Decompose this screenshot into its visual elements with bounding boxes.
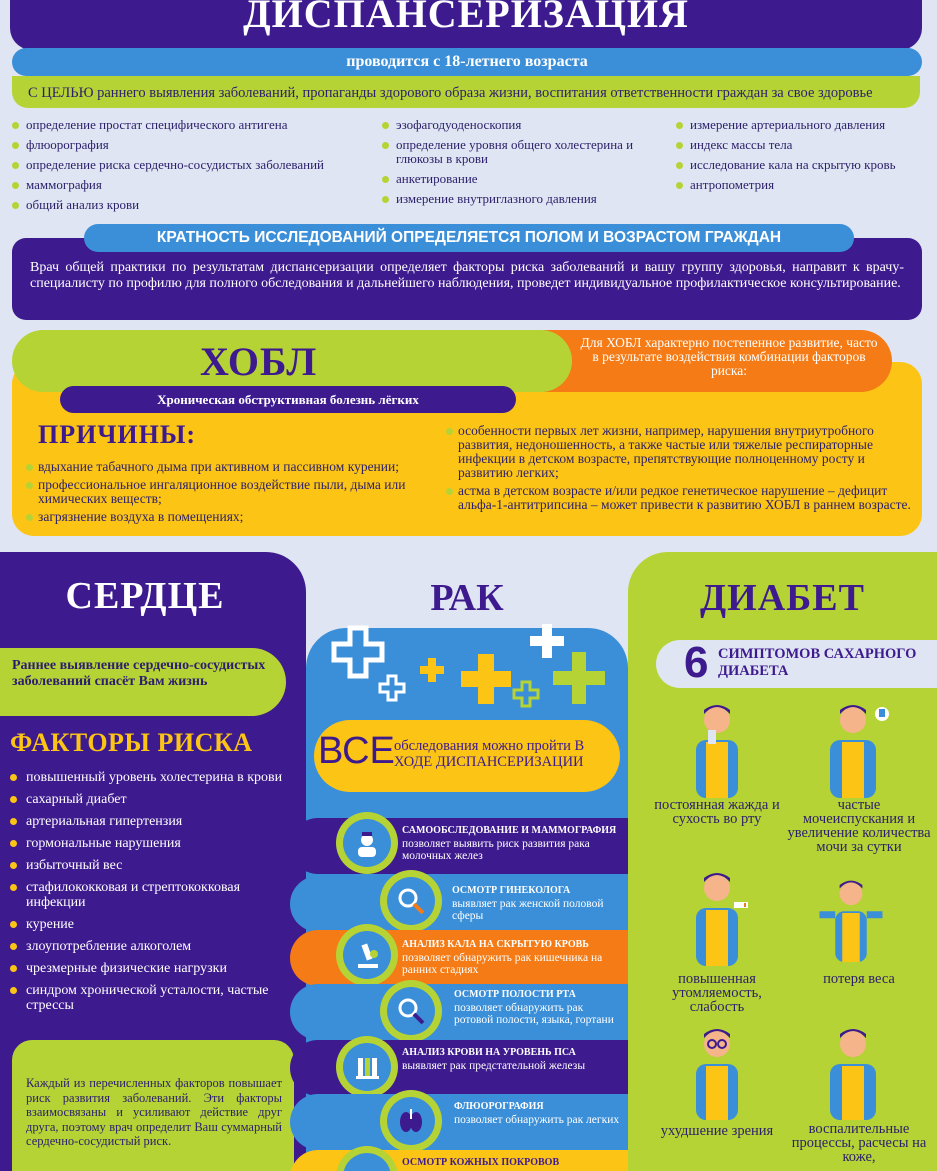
risk-item: гормональные нарушения bbox=[10, 836, 296, 851]
exam-item: флюорография bbox=[12, 138, 372, 152]
nurse-icon bbox=[352, 828, 382, 858]
exam-item: измерение внутриглазного давления bbox=[382, 192, 672, 206]
symptom-label: воспалительные процессы, расчесы на коже, bbox=[791, 1121, 927, 1165]
symptom-label: повышенная утомляемость, слабость bbox=[672, 971, 762, 1015]
magnifier-icon bbox=[396, 886, 426, 916]
cancer-row-desc: позволяет обнаружить рак легких bbox=[454, 1113, 620, 1126]
exam-item: эзофагодуоденоскопия bbox=[382, 118, 672, 132]
test-tubes-icon bbox=[352, 1052, 382, 1082]
risk-item: синдром хронической усталости, частые стрессы bbox=[10, 983, 296, 1013]
risk-item: артериальная гипертензия bbox=[10, 814, 296, 829]
cancer-row-icon bbox=[336, 924, 398, 986]
risk-item: злоупотребление алкоголем bbox=[10, 939, 296, 954]
tired-person-icon bbox=[682, 868, 752, 968]
cancer-row-icon bbox=[336, 812, 398, 874]
exam-item: общий анализ крови bbox=[12, 198, 372, 212]
plus-icon bbox=[553, 652, 605, 704]
symptom-label: постоянная жажда и сухость во рту bbox=[654, 797, 780, 827]
cause-item: вдыхание табачного дыма при активном и пассивном курении; bbox=[26, 460, 426, 474]
page-title bbox=[10, 0, 922, 50]
risk-factors-list bbox=[10, 770, 296, 1020]
cancer-row-text bbox=[454, 988, 624, 1027]
cancer-row-head: ОСМОТР ГИНЕКОЛОГА bbox=[452, 885, 571, 896]
cancer-row-text bbox=[402, 1156, 624, 1170]
cause-item: загрязнение воздуха в помещениях; bbox=[26, 510, 426, 524]
cancer-row-icon bbox=[380, 870, 442, 932]
plus-icon bbox=[461, 654, 511, 704]
age-note: проводится с 18-летнего возраста bbox=[346, 53, 588, 70]
goal-text: С ЦЕЛЬЮ раннего выявления заболеваний, пропаганды здорового образа жизни, воспитания ответственности граждан за свое здоровье bbox=[28, 85, 873, 101]
all-exams-text: обследования можно пройти В ХОДЕ ДИСПАНСЕРИЗАЦИИ bbox=[394, 738, 585, 770]
cancer-row-icon bbox=[336, 1036, 398, 1098]
plus-icons-decoration bbox=[320, 610, 620, 720]
plus-icon bbox=[380, 676, 404, 700]
urination-person-icon bbox=[820, 700, 890, 800]
goal-bar bbox=[12, 76, 920, 108]
exam-item: индекс массы тела bbox=[676, 138, 932, 152]
frequency-title: КРАТНОСТЬ ИССЛЕДОВАНИЙ ОПРЕДЕЛЯЕТСЯ ПОЛОМ И ВОЗРАСТОМ ГРАЖДАН bbox=[84, 224, 854, 252]
copd-title: ХОБЛ bbox=[200, 339, 318, 384]
copd-subtitle: Хроническая обструктивная болезнь лёгких bbox=[60, 386, 516, 413]
exam-list-2 bbox=[382, 118, 672, 212]
heart-note bbox=[12, 1040, 294, 1171]
exam-list-3 bbox=[676, 118, 932, 198]
cancer-row-text bbox=[402, 1046, 624, 1072]
vision-person-icon bbox=[682, 1020, 752, 1120]
lungs-icon bbox=[396, 1106, 426, 1136]
cancer-row-head: АНАЛИЗ КРОВИ НА УРОВЕНЬ ПСА bbox=[402, 1047, 576, 1058]
symptom-label: частые мочеиспускания и увеличение количества мочи за сутки bbox=[787, 797, 931, 855]
risk-item: чрезмерные физические нагрузки bbox=[10, 961, 296, 976]
cancer-row-desc: выявляет рак женской половой сферы bbox=[452, 897, 604, 922]
exam-item: антропометрия bbox=[676, 178, 932, 192]
heart-note-text: Каждый из перечисленных факторов повышает риск развития заболеваний. Эти факторы взаимосвязаны и усиливают действие друг друга, поэтому врач определит Ваш суммарный сердечно-сосудистый риск. bbox=[26, 1076, 282, 1148]
microscope-icon bbox=[352, 940, 382, 970]
symptom-label: ухудшение зрения bbox=[660, 1123, 774, 1139]
age-note-bar bbox=[12, 48, 922, 76]
heart-pill bbox=[0, 648, 286, 716]
exam-item: определение риска сердечно-сосудистых заболеваний bbox=[12, 158, 372, 172]
exam-list-1 bbox=[12, 118, 372, 218]
plus-icon bbox=[334, 628, 382, 676]
causes-heading: ПРИЧИНЫ: bbox=[38, 420, 197, 449]
plus-icon bbox=[530, 624, 564, 658]
plus-icon bbox=[420, 658, 444, 682]
page-title-text: ДИСПАНСЕРИЗАЦИЯ bbox=[243, 0, 689, 36]
diabetes-title: ДИАБЕТ bbox=[700, 577, 865, 619]
risk-item: повышенный уровень холестерина в крови bbox=[10, 770, 296, 785]
risk-item: стафилококковая и стрептококковая инфекции bbox=[10, 880, 296, 910]
risk-item: курение bbox=[10, 917, 296, 932]
cancer-row-head: ФЛЮОРОГРАФИЯ bbox=[454, 1101, 544, 1112]
cancer-title: РАК bbox=[430, 577, 504, 619]
risk-factors-title: ФАКТОРЫ РИСКА bbox=[10, 728, 253, 757]
copd-note bbox=[540, 330, 892, 392]
exam-item: исследование кала на скрытую кровь bbox=[676, 158, 932, 172]
cancer-row-head: САМООБСЛЕДОВАНИЕ И МАММОГРАФИЯ bbox=[402, 825, 617, 836]
symptoms-title: СИМПТОМОВ САХАРНОГО ДИАБЕТА bbox=[718, 646, 917, 679]
all-exams-big: ВСЕ bbox=[318, 730, 395, 772]
symptoms-count: 6 bbox=[684, 638, 709, 687]
cancer-row-head: ОСМОТР КОЖНЫХ ПОКРОВОВ bbox=[402, 1157, 560, 1168]
exam-item: маммография bbox=[12, 178, 372, 192]
risk-item: избыточный вес bbox=[10, 858, 296, 873]
heart-title: СЕРДЦЕ bbox=[65, 575, 225, 617]
skin-person-icon bbox=[820, 1020, 890, 1120]
cancer-row-desc: позволяет выявить риск развития рака молочных желез bbox=[402, 837, 590, 862]
cancer-row-icon bbox=[380, 1090, 442, 1152]
risk-item: сахарный диабет bbox=[10, 792, 296, 807]
cancer-row-text bbox=[402, 824, 624, 863]
exam-item: определение уровня общего холестерина и глюкозы в крови bbox=[382, 138, 672, 166]
causes-list-left bbox=[26, 460, 426, 528]
thirsty-person-icon bbox=[682, 700, 752, 800]
cancer-row-icon bbox=[380, 980, 442, 1042]
causes-list-right bbox=[446, 424, 916, 516]
cause-item: особенности первых лет жизни, например, нарушения внутриутробного развития, недоношенность, а также частые или тяжелые респираторные инфекции в детском возрасте, препятствующие полноценному росту и развитию легких; bbox=[446, 424, 916, 480]
exam-item: анкетирование bbox=[382, 172, 672, 186]
cancer-row-desc: позволяет обнаружить рак ротовой полости, языка, гортани bbox=[454, 1001, 614, 1026]
cancer-row-head: ОСМОТР ПОЛОСТИ РТА bbox=[454, 989, 576, 1000]
cancer-row-desc: выявляет рак предстательной железы bbox=[402, 1059, 586, 1072]
cause-item: профессиональное ингаляционное воздействие пыли, дыма или химических веществ; bbox=[26, 478, 426, 506]
symptom-label: потеря веса bbox=[823, 971, 895, 987]
cancer-row-text bbox=[454, 1100, 624, 1126]
exam-item: измерение артериального давления bbox=[676, 118, 932, 132]
weight-loss-person-icon bbox=[816, 870, 886, 970]
plus-icon bbox=[514, 682, 538, 706]
heart-pill-text: Раннее выявление сердечно-сосудистых заболеваний спасёт Вам жизнь bbox=[12, 658, 266, 689]
cancer-row-text bbox=[452, 884, 624, 923]
cause-item: астма в детском возрасте и/или редкое генетическое нарушение – дефицит альфа-1-антитрипсина – может привести к развитию ХОБЛ в раннем возрасте. bbox=[446, 484, 916, 512]
mouth-magnifier-icon bbox=[396, 996, 426, 1026]
cancer-row-text bbox=[402, 938, 624, 977]
frequency-text: Врач общей практики по результатам диспансеризации определяет факторы риска заболеваний и вашу группу здоровья, направит к врачу-специалисту по профилю для полного обследования и дальнейшего наблюдения, проведет индивидуальное профилактическое консультирование. bbox=[30, 260, 904, 291]
copd-note-text: Для ХОБЛ характерно постепенное развитие, часто в результате воздействия комбинации факторов риска: bbox=[580, 335, 878, 378]
exam-item: определение простат специфического антигена bbox=[12, 118, 372, 132]
cancer-row-head: АНАЛИЗ КАЛА НА СКРЫТУЮ КРОВЬ bbox=[402, 939, 589, 950]
cancer-row-desc: позволяет обнаружить рак кишечника на ранних стадиях bbox=[402, 951, 603, 976]
